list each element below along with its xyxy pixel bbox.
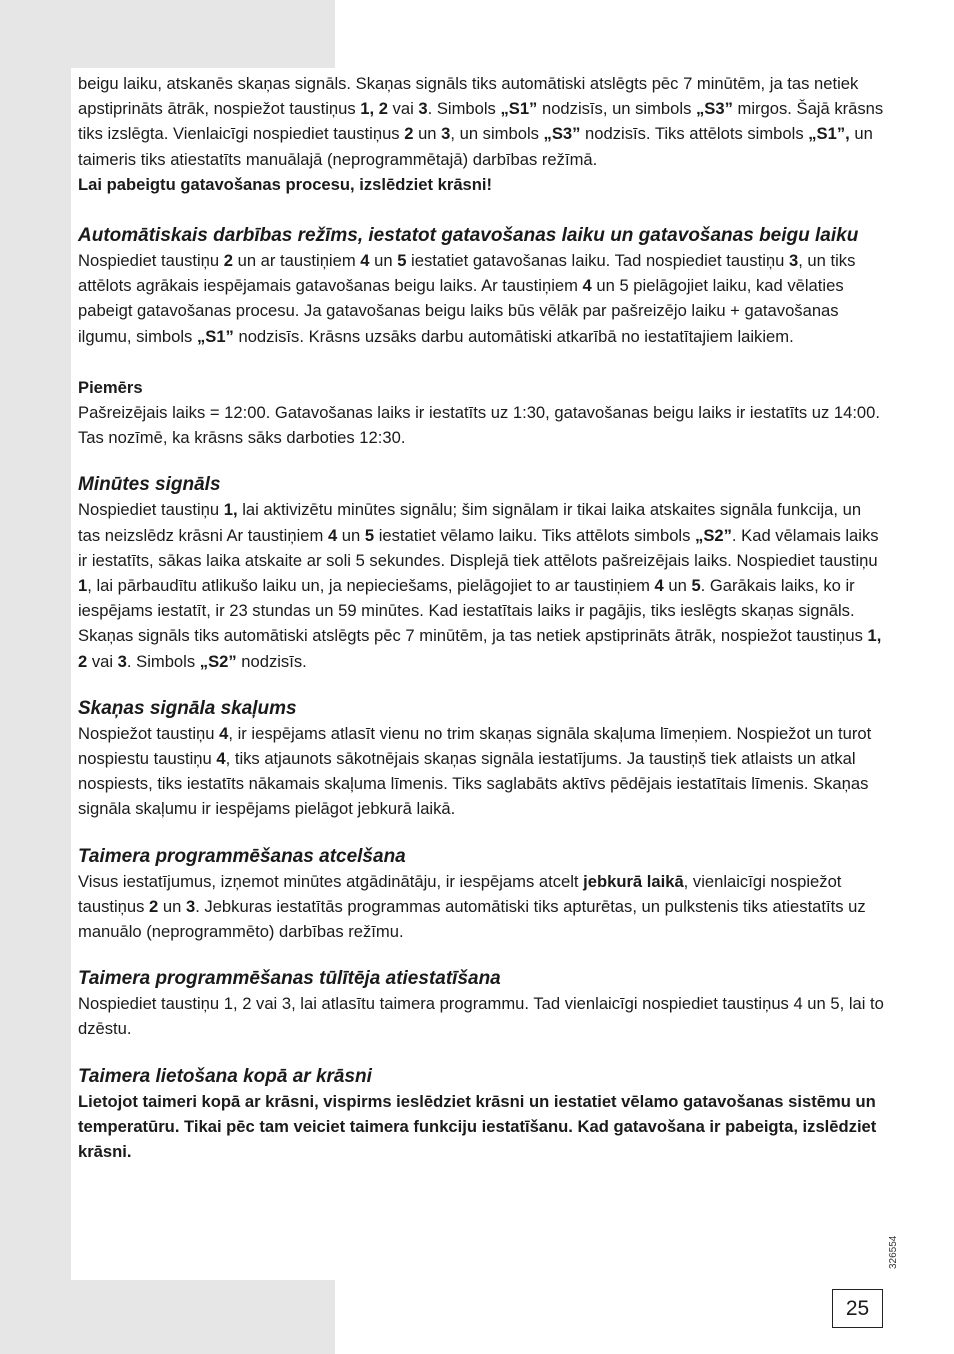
section-heading-use-with-oven: Taimera lietošana kopā ar krāsni <box>78 1065 372 1087</box>
page-number: 25 <box>832 1289 883 1328</box>
example-paragraph: Pašreizējais laiks = 12:00. Gatavošanas laiks ir iestatīts uz 1:30, gatavošanas beigu laiks ir iestatīts uz 14:00. Tas nozīmē, ka krāsns sāks darboties 12:30. <box>78 403 880 448</box>
section-heading-cancel: Taimera programmēšanas atcelšana <box>78 845 406 867</box>
volume-paragraph: Nospiežot taustiņu 4, ir iespējams atlasīt vienu no trim skaņas signāla skaļuma līmeņiem. Nospiežot un turot nospiestu taustiņu 4, tiks atjaunots sākotnējais skaņas signāla iestatījums. Ja taustiņš tiek atlaists un atkal nospiests, tiks iestatīts nākamais skaļuma līmenis. Tiks saglabāts aktīvs pēdējais iestatītais līmenis. Skaņas signāla skaļumu ir iespējams pielāgot jebkurā laikā. <box>78 723 872 819</box>
section-heading-reset: Taimera programmēšanas tūlītēja atiestatīšana <box>78 968 501 990</box>
auto-mode-paragraph: Nospiediet taustiņu 2 un ar taustiņiem 4 un 5 iestatiet gatavošanas laiku. Tad nospiediet taustiņu 3, un tiks attēlots agrākais iespējamais gatavošanas beigu laiks. Ar taustiņiem 4 un 5 pielāgojiet laiku, kad vēlaties pabeigt gatavošanas procesu. Ja gatavošanas beigu laiks būs vēlāk par pašreizējo laiku + gatavošanas ilgumu, simbols „S1” nodzisīs. Krāsns uzsāks darbu automātiski atkarībā no iestatītajiem laikiem. <box>78 251 856 346</box>
document-code: 326554 <box>888 1235 899 1269</box>
section-heading-auto-mode: Automātiskais darbības režīms, iestatot gatavošanas laiku un gatavošanas beigu laiku <box>78 225 859 247</box>
minute-signal-paragraph: Nospiediet taustiņu 1, lai aktivizētu minūtes signālu; šim signālam ir tikai laika atskaites signāla funkcija, un tas neizslēdz krāsni Ar taustiņiem 4 un 5 iestatiet vēlamo laiku. Tiks attēlots simbols „S2”. Kad vēlamais laiks ir iestatīts, sākas laika atskaite ar soli 5 sekundes. Displejā tiek attēlots pašreizējais laiks. Nospiediet taustiņu 1, lai pārbaudītu atlikušo laiku un, ja nepieciešams, pielāgojiet to ar taustiņiem 4 un 5. Garākais laiks, ko ir iespējams iestatīt, ir 23 stundas un 59 minūtes. Kad iestatītais laiks ir pagājis, tiks ieslēgts skaņas signāls. Skaņas signāls tiks automātiski atslēgts pēc 7 minūtēm, ja tas netiek apstiprināts ātrāk, nospiežot taustiņus 1, 2 vai 3. Simbols „S2” nodzisīs. <box>78 500 882 671</box>
example-heading: Piemērs <box>78 377 143 397</box>
document-body <box>78 71 886 1164</box>
section-heading-volume: Skaņas signāla skaļums <box>78 697 297 719</box>
section-heading-minute-signal: Minūtes signāls <box>78 474 221 496</box>
use-with-oven-paragraph: Lietojot taimeri kopā ar krāsni, vispirms ieslēdziet krāsni un iestatiet vēlamo gatavošanas sistēmu un temperatūru. Tikai pēc tam veiciet taimera funkciju iestatīšanu. Kad gatavošana ir pabeigta, izslēdziet krāsni. <box>78 1091 877 1162</box>
finish-instruction: Lai pabeigtu gatavošanas procesu, izslēdziet krāsni! <box>78 174 493 194</box>
continuation-paragraph: beigu laiku, atskanēs skaņas signāls. Skaņas signāls tiks automātiski atslēgts pēc 7 minūtēm, ja tas netiek apstiprināts ātrāk, nospiežot taustiņus 1, 2 vai 3. Simbols „S1” nodzisīs, un simbols „S3” mirgos. Šajā krāsns tiks izslēgta. Vienlaicīgi nospiediet taustiņus 2 un 3, un simbols „S3” nodzisīs. Tiks attēlots simbols „S1”, un taimeris tiks atiestatīts manuālajā (neprogrammētajā) darbības režīmā. <box>78 74 884 169</box>
cancel-paragraph: Visus iestatījumus, izņemot minūtes atgādinātāju, ir iespējams atcelt jebkurā laikā, vienlaicīgi nospiežot taustiņus 2 un 3. Jebkuras iestatītās programmas automātiski tiks apturētas, un pulkstenis tiks atiestatīts uz manuālo (neprogrammēto) darbības režīmu. <box>78 871 866 942</box>
reset-paragraph: Nospiediet taustiņu 1, 2 vai 3, lai atlasītu taimera programmu. Tad vienlaicīgi nospiediet taustiņus 4 un 5, lai to dzēstu. <box>78 994 884 1039</box>
